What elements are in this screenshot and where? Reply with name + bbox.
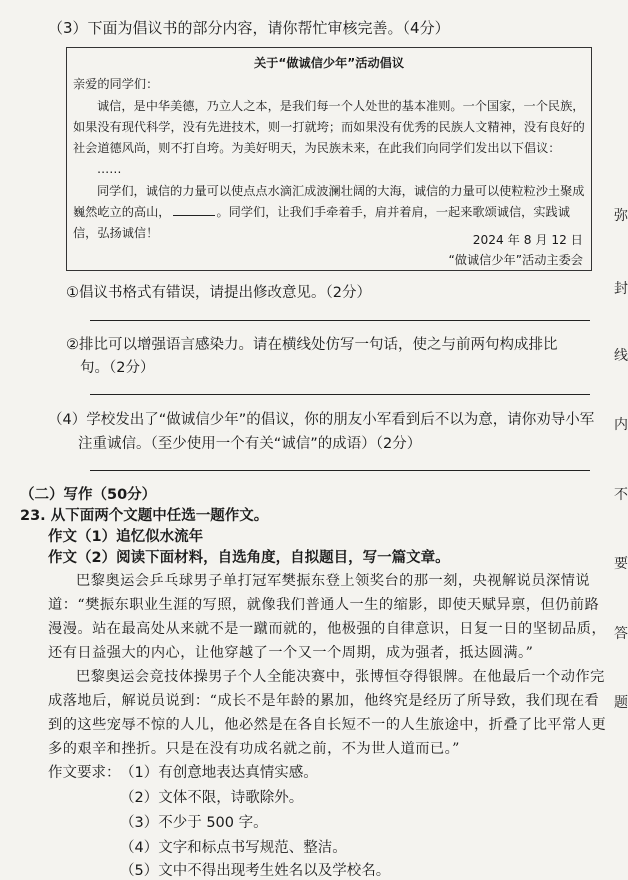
sub-question-2: ②排比可以增强语言感染力。请在横线处仿写一句话，使之与前两句构成排比 xyxy=(66,337,558,353)
material-line: 道：“樊振东职业生涯的写照，就像我们普通人一生的缩影，即使天赋异禀，但仍前路 xyxy=(48,597,600,613)
fill-in-blank[interactable] xyxy=(173,203,215,216)
proposal-text: 巍然屹立的高山， xyxy=(73,205,171,219)
seal-line-char: 弥 xyxy=(614,208,628,224)
material-line: 多的艰辛和挫折。只是在没有功成名就之前，不为世人道而已。” xyxy=(48,741,460,757)
requirement-item: （3）不少于 500 字。 xyxy=(120,815,268,831)
requirement-item: （2）文体不限，诗歌除外。 xyxy=(120,790,304,806)
proposal-signature: “做诚信少年”活动主委会 xyxy=(448,253,583,267)
requirements-label: 作文要求： xyxy=(48,765,121,781)
proposal-paragraph-line: 社会道德风尚，则不打自垮。为美好明天，为民族未来，在此我们向同学们发出以下倡议： xyxy=(73,141,561,155)
seal-line-char: 要 xyxy=(614,556,628,572)
question-3-prompt: （3）下面为倡议书的部分内容，请你帮忙审核完善。（4分） xyxy=(48,19,450,37)
material-line: 巴黎奥运会乒乓球男子单打冠军樊振东登上领奖台的那一刻，央视解说员深情说 xyxy=(76,573,591,589)
requirement-item: （1）有创意地表达真情实感。 xyxy=(120,765,318,781)
seal-line-char: 题 xyxy=(614,695,628,711)
question-23: 23. 从下面两个文题中任选一题作文。 xyxy=(20,508,269,524)
material-line: 漫漫。站在最高处从来就不是一蹴而就的，他极强的自律意识，日复一日的坚韧品质， xyxy=(48,621,607,637)
proposal-paragraph-line: 信，弘扬诚信！ xyxy=(73,226,159,240)
proposal-title: 关于“做诚信少年”活动倡议 xyxy=(253,56,405,70)
question-4: 注重诚信。（至少使用一个有关“诚信”的成语）（2分） xyxy=(78,436,422,452)
proposal-paragraph-line: 诚信，是中华美德，乃立人之本，是我们每一个人处世的基本准则。一个国家，一个民族， xyxy=(97,99,585,113)
seal-line-char: 线 xyxy=(614,348,628,364)
section-heading: （二）写作（50分） xyxy=(20,487,157,503)
proposal-greeting: 亲爱的同学们： xyxy=(73,77,159,91)
answer-line[interactable] xyxy=(90,394,590,395)
seal-line-char: 封 xyxy=(614,281,628,297)
material-line: 还有日益强大的内心，让他穿越了一个又一个周期，成为强者，抵达圆满。” xyxy=(48,645,534,661)
question-4: （4）学校发出了“做诚信少年”的倡议，你的朋友小军看到后不以为意，请你劝导小军 xyxy=(48,412,595,428)
answer-line[interactable] xyxy=(90,320,590,321)
material-line: 到的这些宠辱不惊的人儿，他必然是在各自长短不一的人生旅途中，折叠了比平常人更 xyxy=(48,717,607,733)
proposal-text: 。同学们，让我们手牵着手，肩并着肩，一起来歌颂诚信，实践诚 xyxy=(216,205,570,219)
answer-line[interactable] xyxy=(90,470,590,471)
sub-question-2: 句。（2分） xyxy=(80,360,155,376)
requirement-item: （5）文中不得出现考生姓名以及学校名。 xyxy=(120,863,391,879)
proposal-paragraph-line: 如果没有现代科学，没有先进技术，则一打就垮；而如果没有优秀的民族人文精神，没有良好的 xyxy=(73,120,585,134)
proposal-paragraph-line xyxy=(73,203,570,221)
material-line: 巴黎奥运会竞技体操男子个人全能决赛中，张博恒夺得银牌。在他最后一个动作完 xyxy=(76,669,605,685)
proposal-box xyxy=(66,47,592,271)
material-line: 成落地后，解说员说到：“成长不是年龄的累加，他终究是经历了所导致，我们现在看 xyxy=(48,693,600,709)
requirement-item: （4）文字和标点书写规范、整洁。 xyxy=(120,840,347,856)
essay-option-2: 作文（2）阅读下面材料，自选角度，自拟题目，写一篇文章。 xyxy=(48,550,450,566)
proposal-ellipsis: …… xyxy=(97,162,122,176)
sub-question-1: ①倡议书格式有错误，请提出修改意见。（2分） xyxy=(66,285,371,301)
proposal-paragraph-line: 同学们，诚信的力量可以使点点水滴汇成波澜壮阔的大海，诚信的力量可以使粒粒沙土聚成 xyxy=(97,184,585,198)
proposal-date: 2024 年 8 月 12 日 xyxy=(472,233,583,247)
seal-line-char: 答 xyxy=(614,626,628,642)
seal-line-char: 不 xyxy=(614,487,628,503)
essay-option-1: 作文（1）追忆似水流年 xyxy=(48,529,204,545)
seal-line-char: 内 xyxy=(614,417,628,433)
